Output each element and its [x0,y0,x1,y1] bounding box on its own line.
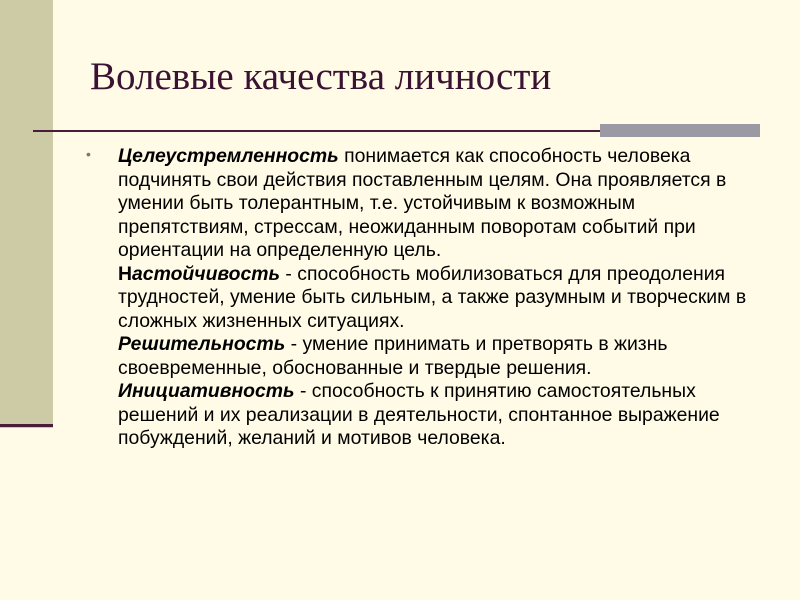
side-bar-underline [0,424,53,427]
definition-purposefulness: понимается как способность человека подчинять свои действия поставленным целям. Она проявляется в умении быть толерантным, т.е. устойчивым к возможным препятствиям, стрессам, неожиданным поворотам событий при ориентации на определенную цель. [118,145,727,261]
term-initiative: Инициативность [118,380,295,402]
bullet-text [118,145,766,451]
term-decisiveness: Решительность [118,333,286,355]
term-purposefulness: Целеустремленность [118,145,339,167]
paragraph-persistence [118,263,766,334]
term-prefix: Н [118,262,133,285]
paragraph-initiative [118,380,766,451]
paragraph-decisiveness [118,333,766,380]
definition-initiative: - способность к принятию самостоятельных решений и их реализации в деятельности, спонтанное выражение побуждений, желаний и мотивов человека. [118,380,720,449]
title-accent-bar [600,124,760,137]
paragraph-purposefulness [118,145,766,263]
term-persistence: астойчивость [132,262,281,285]
bullet-dot-icon: • [86,146,91,162]
definition-decisiveness: - умение принимать и претворять в жизнь своевременные, обоснованные и твердые решения. [118,333,668,379]
side-bar-decoration [0,0,53,428]
slide-title: Волевые качества личности [90,55,552,98]
slide-content [86,145,766,451]
definition-persistence: - способность мобилизоваться для преодоления трудностей, умение быть сильным, а также разумным и творческим в сложных жизненных ситуациях. [118,262,747,332]
